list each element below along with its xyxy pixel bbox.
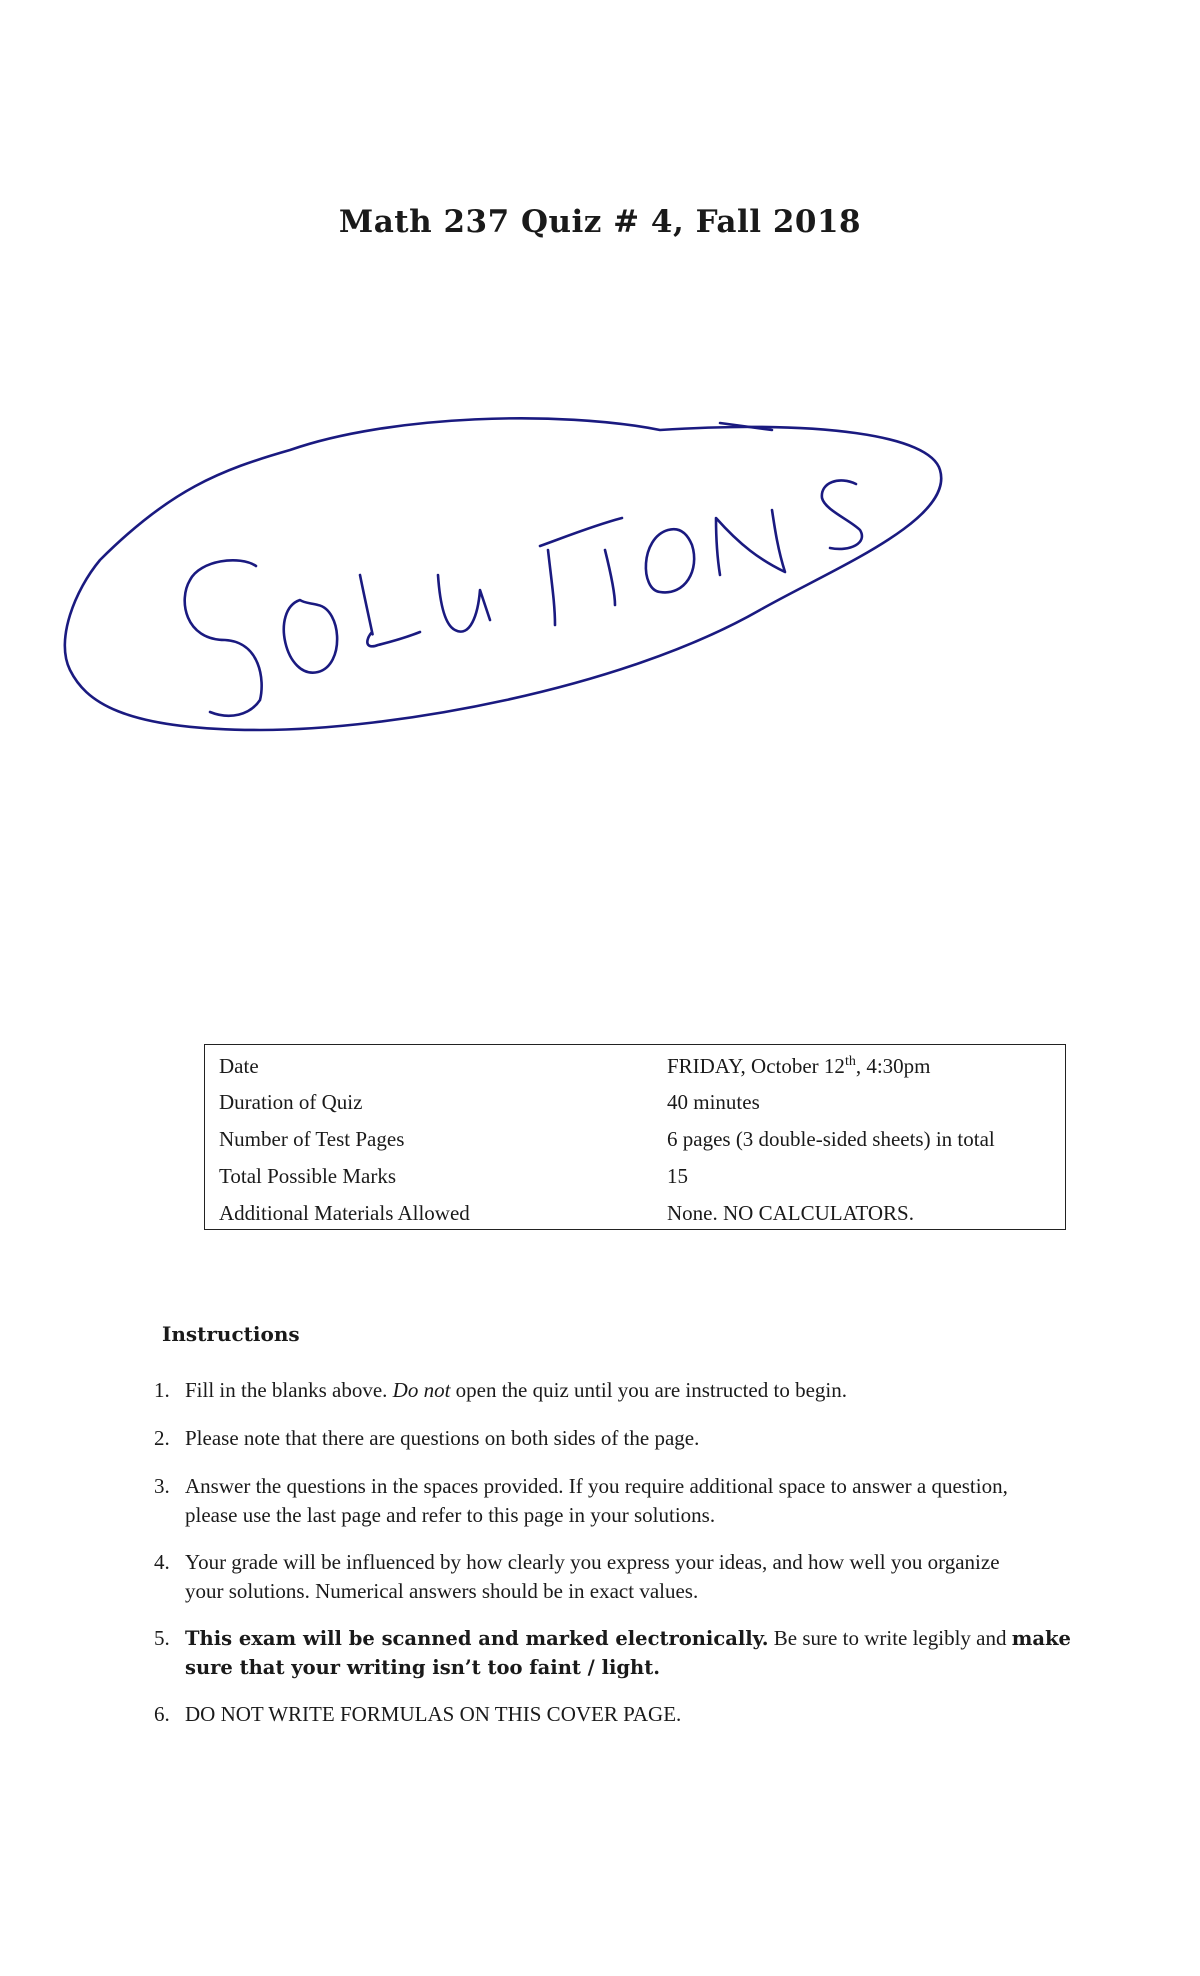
instruction-text: Fill in the blanks above. Do not open the quiz until you are instructed to begin.: [185, 1378, 847, 1402]
solutions-stamp: [60, 410, 960, 760]
instruction-number: 1.: [154, 1378, 170, 1402]
info-value-date: FRIDAY, October 12th, 4:30pm: [667, 1054, 931, 1078]
quiz-title: Math 237 Quiz # 4, Fall 2018: [338, 204, 862, 240]
info-value-pages: 6 pages (3 double-sided sheets) in total: [667, 1127, 995, 1151]
info-value-duration: 40 minutes: [667, 1090, 760, 1114]
instruction-text: DO NOT WRITE FORMULAS ON THIS COVER PAGE.: [185, 1702, 682, 1726]
solutions-handwriting-icon: [60, 410, 960, 760]
instruction-number: 4.: [154, 1550, 170, 1574]
info-label-duration: Duration of Quiz: [219, 1090, 363, 1114]
instruction-text: Answer the questions in the spaces provided. If you require additional space to answer a question, please use the last page and refer to this page in your solutions.: [185, 1474, 1008, 1527]
info-label-pages: Number of Test Pages: [219, 1127, 405, 1151]
instruction-number: 2.: [154, 1426, 170, 1450]
instruction-number: 3.: [154, 1474, 170, 1498]
quiz-info-table: [204, 1044, 1066, 1230]
info-label-date: Date: [219, 1054, 259, 1078]
instruction-text: Please note that there are questions on both sides of the page.: [185, 1426, 700, 1450]
instruction-text: This exam will be scanned and marked electronically. Be sure to write legibly and make sure that your writing isn’t too faint / light.: [185, 1626, 1071, 1679]
instruction-number: 5.: [154, 1626, 170, 1650]
instruction-text: Your grade will be influenced by how clearly you express your ideas, and how well you organize your solutions. Numerical answers should be in exact values.: [185, 1550, 1000, 1603]
info-value-materials: None. NO CALCULATORS.: [667, 1201, 914, 1225]
stamp-oval: [65, 418, 941, 730]
instruction-number: 6.: [154, 1702, 170, 1726]
info-value-marks: 15: [667, 1164, 688, 1188]
info-label-marks: Total Possible Marks: [219, 1164, 397, 1188]
instructions-heading: Instructions: [162, 1322, 300, 1346]
info-label-materials: Additional Materials Allowed: [219, 1201, 470, 1225]
